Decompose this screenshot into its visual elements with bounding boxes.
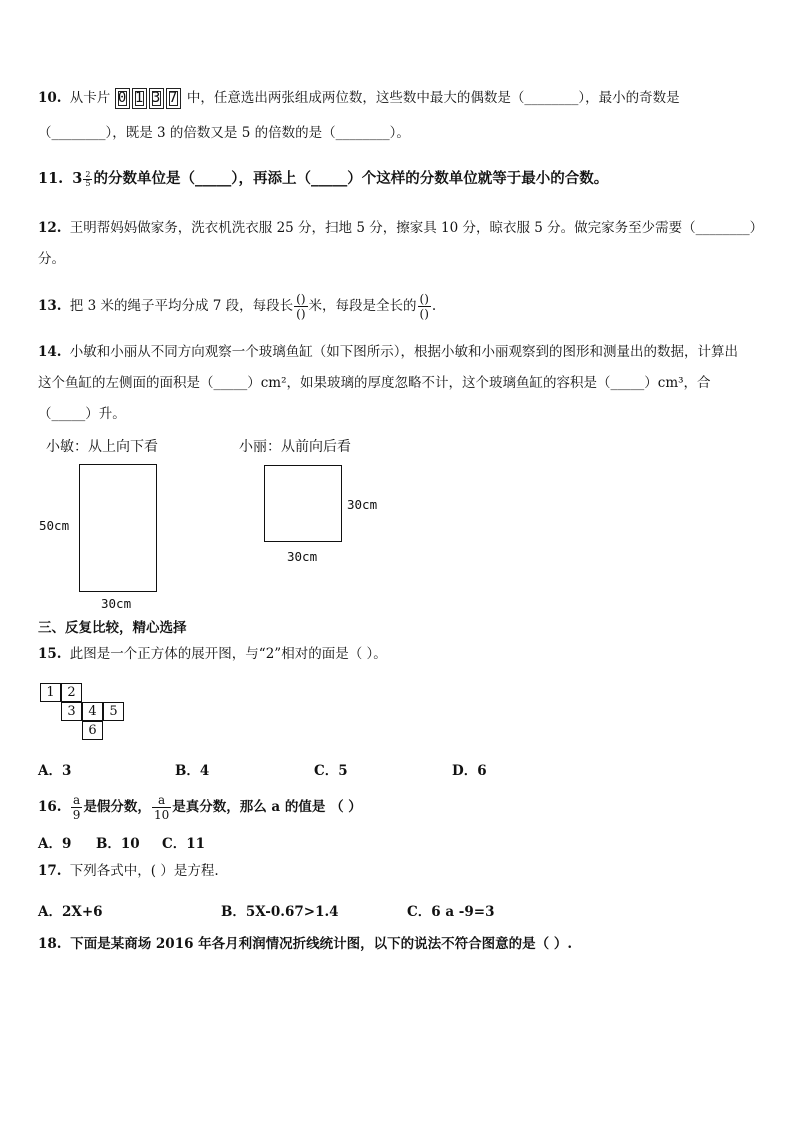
- option-c[interactable]: C．11: [162, 836, 206, 852]
- net-face-1: 1: [40, 683, 61, 702]
- mixed-number-fraction: $\frac{2}{5}$: [85, 169, 91, 188]
- figure-1-side-label: 50cm: [39, 518, 70, 533]
- mixed-number-whole: 3: [72, 170, 83, 187]
- question-13: [38, 292, 436, 321]
- net-face-2: 2: [61, 683, 82, 702]
- question-12: [38, 219, 763, 237]
- option-d[interactable]: D．6: [452, 763, 487, 779]
- question-14-line3: （_____）升。: [38, 406, 126, 422]
- question-number: 13.: [38, 298, 62, 314]
- figure-2-bottom-label: 30cm: [287, 549, 318, 564]
- question-number: 17.: [38, 863, 62, 879]
- question-10: [38, 88, 680, 109]
- question-text: 小敏和小丽从不同方向观察一个玻璃鱼缸（如下图所示），根据小敏和小丽观察到的图形和测量出的数据，计算出: [69, 344, 739, 360]
- question-number: 18.: [38, 936, 62, 952]
- question-number: 15.: [38, 646, 62, 662]
- net-face-5: 5: [103, 702, 124, 721]
- option-b[interactable]: B．5X-0.67>1.4: [221, 904, 339, 920]
- question-text: 下面是某商场 2016 年各月利润情况折线统计图，以下的说法不符合图意的是（ ）.: [70, 936, 573, 952]
- question-10-line2: （________），既是 3 的倍数又是 5 的倍数的是（________）。: [38, 125, 410, 141]
- top-view-rectangle: [79, 464, 157, 592]
- figure-1-title: 小敏：从上向下看: [46, 439, 158, 455]
- question-12-line2: 分。: [38, 251, 65, 267]
- question-11: [38, 170, 608, 188]
- question-number: 10.: [38, 90, 62, 106]
- fraction-a-over-10: $\frac{a}{10}$: [153, 793, 170, 822]
- fraction-blank: $\frac{()}{()}$: [296, 292, 306, 321]
- fraction-a-over-9: $\frac{a}{9}$: [72, 793, 81, 822]
- figure-2-side-label: 30cm: [347, 497, 378, 512]
- question-15: [38, 645, 387, 663]
- question-16: [38, 793, 362, 822]
- card-3: 3: [149, 88, 164, 109]
- card-7: 7: [166, 88, 181, 109]
- question-14: [38, 343, 738, 361]
- option-a[interactable]: A．2X+6: [38, 904, 103, 920]
- question-text: 是假分数，: [83, 799, 151, 815]
- option-b[interactable]: B．10: [96, 836, 140, 852]
- question-text: 从卡片: [69, 90, 111, 106]
- option-b[interactable]: B．4: [175, 763, 210, 779]
- question-18: [38, 935, 572, 953]
- card-0: 0: [115, 88, 130, 109]
- fraction-blank: $\frac{()}{()}$: [419, 292, 429, 321]
- net-face-3: 3: [61, 702, 82, 721]
- figure-1-bottom-label: 30cm: [101, 596, 132, 611]
- question-number: 14.: [38, 344, 62, 360]
- question-number: 16.: [38, 799, 62, 815]
- question-number: 11.: [38, 170, 64, 187]
- figure-2-title: 小丽：从前向后看: [239, 439, 351, 455]
- option-a[interactable]: A．3: [38, 763, 72, 779]
- question-text: 下列各式中，( ）是方程.: [69, 863, 219, 879]
- net-face-6: 6: [82, 721, 103, 740]
- option-c[interactable]: C．6 a -9=3: [407, 904, 495, 920]
- option-a[interactable]: A．9: [38, 836, 72, 852]
- question-text: 的分数单位是（_____），再添上（_____）个这样的分数单位就等于最小的合数。: [93, 170, 609, 187]
- section-heading: 三、反复比较，精心选择: [38, 620, 187, 636]
- question-text: 中，任意选出两张组成两位数，这些数中最大的偶数是（________），最小的奇数是: [186, 90, 680, 106]
- question-text: 王明帮妈妈做家务，洗衣机洗衣服 25 分，扫地 5 分，擦家具 10 分，晾衣服 5 分。做完家务至少需要（________）: [69, 220, 764, 236]
- option-c[interactable]: C．5: [314, 763, 348, 779]
- net-face-4: 4: [82, 702, 103, 721]
- question-text: 此图是一个正方体的展开图，与“2”相对的面是（ ）。: [69, 646, 387, 662]
- question-text: .: [431, 298, 437, 314]
- question-text: 米，每段是全长的: [308, 298, 417, 314]
- question-number: 12.: [38, 220, 62, 236]
- front-view-square: [264, 465, 342, 542]
- question-text: 是真分数，那么 a 的值是 （ ）: [172, 799, 362, 815]
- question-14-line2: 这个鱼缸的左侧面的面积是（_____）cm²，如果玻璃的厚度忽略不计，这个玻璃鱼缸的容积是（_____）cm³，合: [38, 375, 711, 391]
- question-17: [38, 862, 219, 880]
- card-1: 1: [132, 88, 147, 109]
- question-text: 把 3 米的绳子平均分成 7 段，每段长: [69, 298, 294, 314]
